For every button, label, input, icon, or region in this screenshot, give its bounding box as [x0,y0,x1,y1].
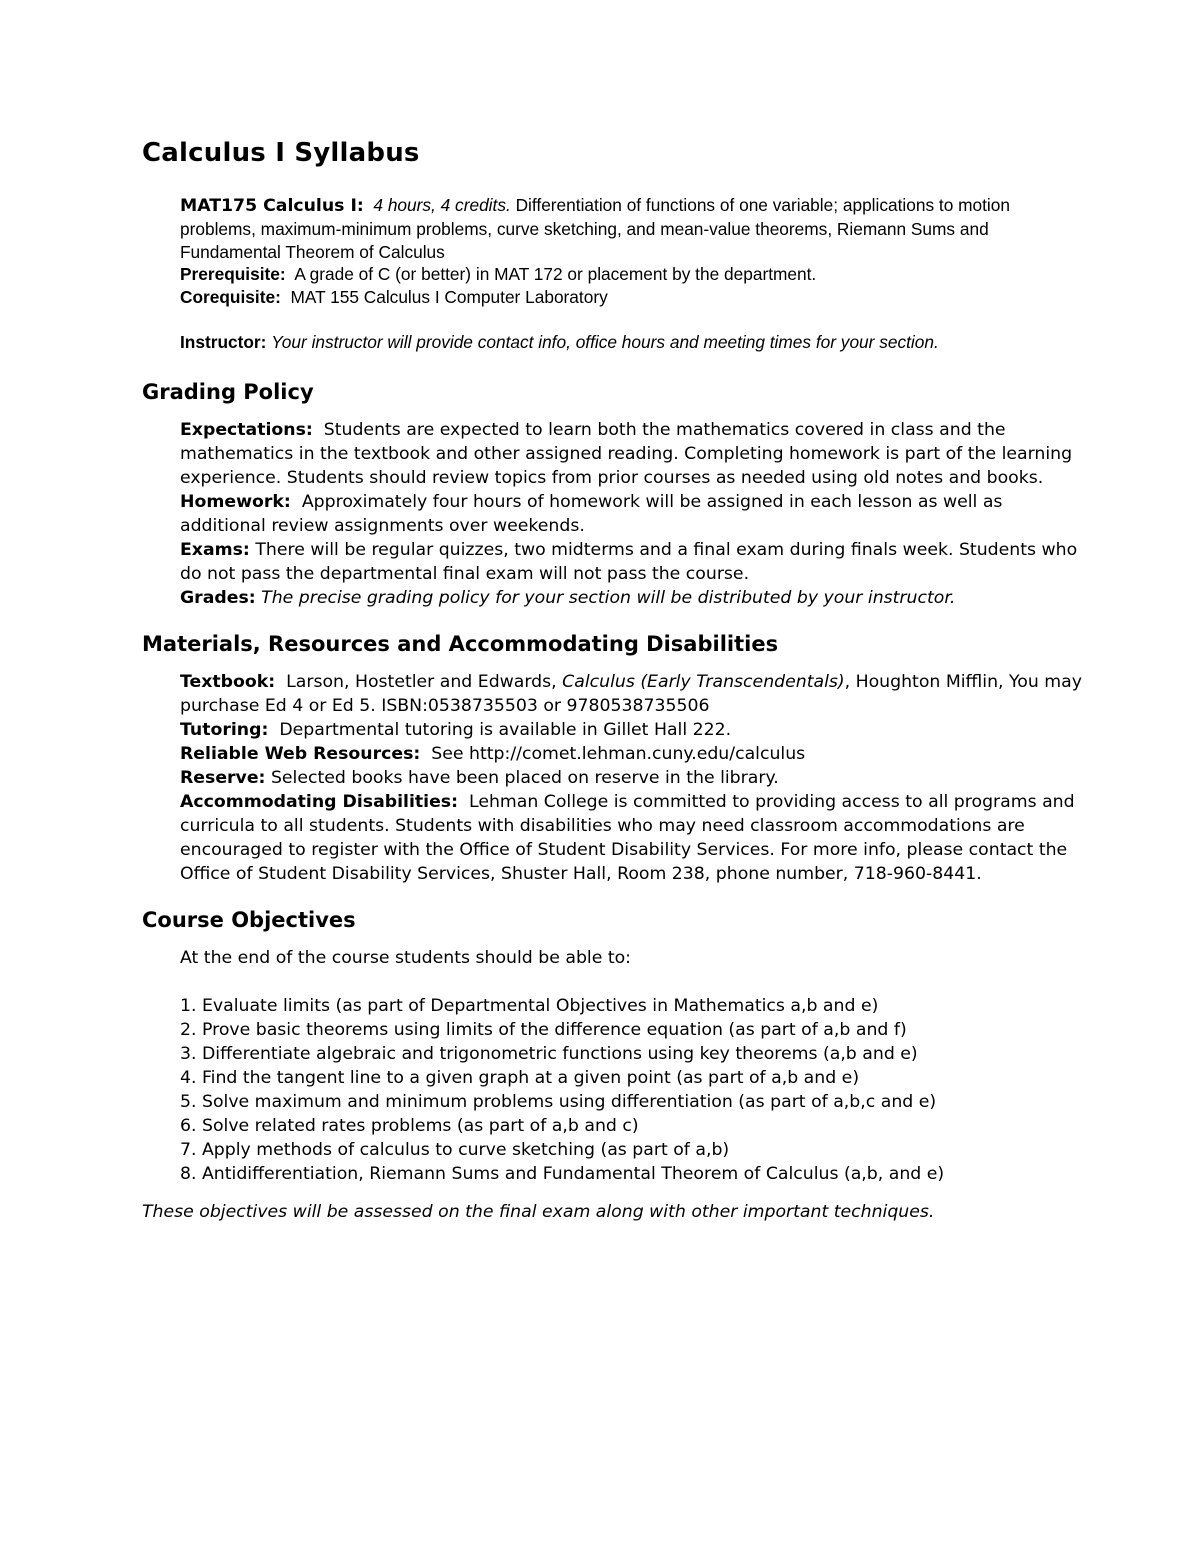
prerequisite-label: Prerequisite: [180,264,286,285]
reserve-text: Selected books have been placed on reserve in the library. [270,767,779,788]
grades-label: Grades: [180,587,256,608]
tutoring-text: Departmental tutoring is available in Gillet Hall 222. [279,719,732,740]
tutoring [180,718,1082,742]
grading-section [180,418,1082,610]
course-description [180,194,1082,263]
expectations [180,418,1082,490]
expectations-label: Expectations: [180,419,313,440]
objective-item: 7. Apply methods of calculus to curve sketching (as part of a,b) [180,1139,730,1160]
instructor-label: Instructor: [180,331,267,352]
homework-label: Homework: [180,491,291,512]
exams-text: There will be regular quizzes, two midterms and a final exam during finals week. Students who do not pass the departmental final exam will not pass the course. [180,539,1078,584]
disabilities [180,790,1082,886]
expectations-text: Students are expected to learn both the mathematics covered in class and the mathematics in the textbook and other assigned reading. Completing homework is part of the learning experience. Students should review topics from prior courses as needed using old notes and books. [180,419,1073,488]
prerequisite [180,263,1082,286]
tutoring-label: Tutoring: [180,719,269,740]
objectives-closing: These objectives will be assessed on the final exam along with other important techniques. [142,1201,935,1222]
prerequisite-text: A grade of C (or better) in MAT 172 or placement by the department. [294,264,817,285]
disabilities-text: Lehman College is committed to providing access to all programs and curricula to all students. Students with disabilities who may need classroom accommodations are encouraged to register with the Office of Student Disability Services. For more info, please contact the Office of Student Disability Services, Shuster Hall, Room 238, phone number, 718-960-8441. [180,791,1075,884]
corequisite-label: Corequisite: [180,287,281,308]
course-description-text: Differentiation of functions of one variable; applications to motion problems, maximum-minimum problems, curve sketching, and mean-value theorems, Riemann Sums and Fundamental Theorem of Calculus [180,195,1010,262]
instructor [180,331,1082,354]
objective-item: 5. Solve maximum and minimum problems using differentiation (as part of a,b,c and e) [180,1091,937,1112]
instructor-text: Your instructor will provide contact info, office hours and meeting times for your section. [271,331,939,352]
corequisite-text: MAT 155 Calculus I Computer Laboratory [290,287,608,308]
page-title: Calculus I Syllabus [142,138,420,168]
objective-item: 8. Antidifferentiation, Riemann Sums and Fundamental Theorem of Calculus (a,b, and e) [180,1163,945,1184]
reserve-label: Reserve: [180,767,266,788]
homework [180,490,1082,538]
objective-item: 3. Differentiate algebraic and trigonometric functions using key theorems (a,b and e) [180,1043,918,1064]
grades [180,586,1082,610]
objective-item: 4. Find the tangent line to a given graph at a given point (as part of a,b and e) [180,1067,860,1088]
objectives-heading: Course Objectives [142,907,356,932]
disabilities-label: Accommodating Disabilities: [180,791,458,812]
web-resources-text: See http://comet.lehman.cuny.edu/calculus [431,743,806,764]
exams [180,538,1082,586]
materials-heading: Materials, Resources and Accommodating Disabilities [142,631,779,656]
textbook-authors: Larson, Hostetler and Edwards, [286,671,557,692]
course-info [180,194,1082,354]
objectives-list [180,994,1082,1186]
textbook [180,670,1082,718]
web-resources [180,742,1082,766]
course-code-label: MAT175 Calculus I: [180,196,364,216]
reserve [180,766,1082,790]
grading-heading: Grading Policy [142,379,314,404]
materials-section [180,670,1082,886]
grades-text: The precise grading policy for your section will be distributed by your instructor. [261,587,956,608]
textbook-label: Textbook: [180,671,276,692]
web-resources-label: Reliable Web Resources: [180,743,421,764]
textbook-title: Calculus (Early Transcendentals) [562,671,845,692]
homework-text: Approximately four hours of homework will be assigned in each lesson as well as additional review assignments over weekends. [180,491,1003,536]
objectives-section [180,946,1082,1186]
objective-item: 1. Evaluate limits (as part of Departmental Objectives in Mathematics a,b and e) [180,995,879,1016]
objectives-intro: At the end of the course students should be able to: [180,947,632,968]
textbook-details: , Houghton Mifflin, You may purchase Ed 4 or Ed 5. ISBN:0538735503 or 9780538735506 [180,671,1082,716]
corequisite [180,286,1082,309]
objective-item: 2. Prove basic theorems using limits of the difference equation (as part of a,b and f) [180,1019,907,1040]
objective-item: 6. Solve related rates problems (as part of a,b and c) [180,1115,639,1136]
exams-label: Exams: [180,539,250,560]
syllabus-page [142,138,1082,1222]
course-credits: 4 hours, 4 credits. [373,195,511,215]
